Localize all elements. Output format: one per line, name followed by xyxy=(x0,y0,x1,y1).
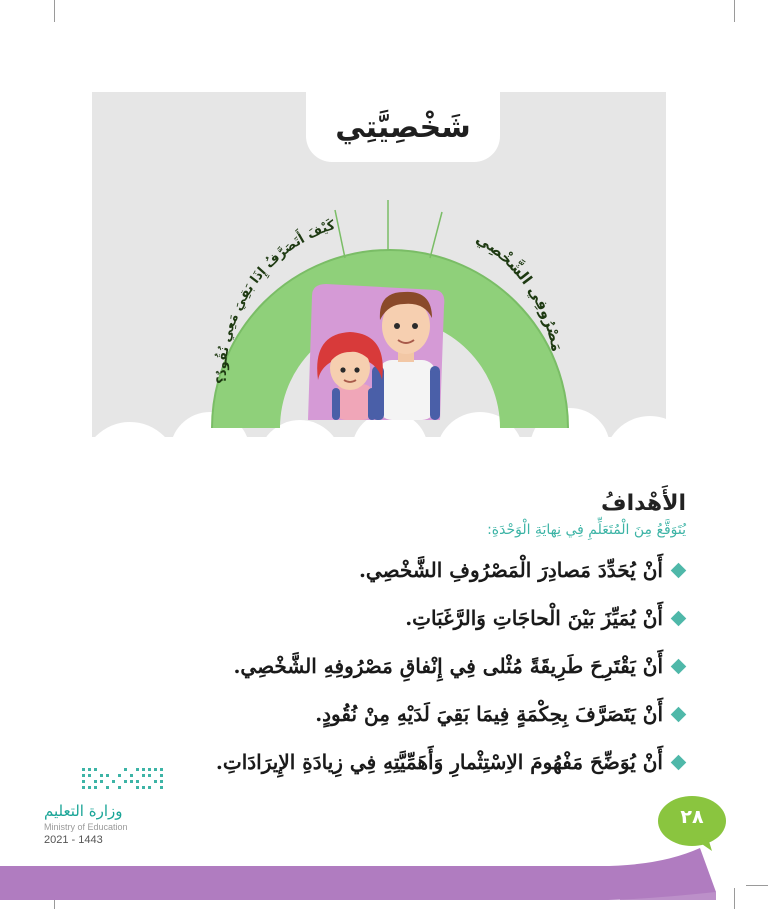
objective-text: أَنْ يَتَصَرَّفَ بِحِكْمَةٍ فِيمَا بَقِيَ لَدَيْهِ مِنْ نُقُودٍ. xyxy=(315,702,663,726)
ministry-name-en: Ministry of Education xyxy=(44,822,128,832)
ministry-name-ar: وزارة التعليم xyxy=(44,802,123,820)
objective-text: أَنْ يُحَدِّدَ مَصادِرَ الْمَصْرُوفِ الشَّخْصِي. xyxy=(358,558,663,582)
unit-title: شَخْصِيَّتِي xyxy=(335,109,471,145)
objectives-heading: الأَهْدافُ xyxy=(601,491,686,516)
arch-label-left: كَيْفَ أَتَصَرَّفُ إِذَا بَقِيَ مَعِي نُقُودٌ؟ xyxy=(214,217,338,385)
objective-text: أَنْ يُوَضِّحَ مَفْهُومَ الاِسْتِثْمارِ وَأَهَمِّيَّتِهِ فِي زِيادَةِ الإِيرَادَاتِ. xyxy=(215,750,663,774)
ministry-year: 2021 - 1443 xyxy=(44,834,103,846)
objective-text: أَنْ يُمَيِّزَ بَيْنَ الْحاجَاتِ وَالرَّغَبَاتِ. xyxy=(405,606,663,630)
objectives-intro: يُتَوَقَّعُ مِنَ الْمُتَعَلِّمِ فِي نِهايَةِ الْوَحْدَةِ: xyxy=(487,522,686,538)
objective-text: أَنْ يَقْتَرِحَ طَرِيقَةً مُثْلى فِي إِنْفاقِ مَصْرُوفِهِ الشَّخْصِي. xyxy=(233,654,663,678)
page-number: ٢٨ xyxy=(680,806,704,828)
arch-label-right: مَصْرُوفِي الشَّخْصِي xyxy=(472,229,567,354)
